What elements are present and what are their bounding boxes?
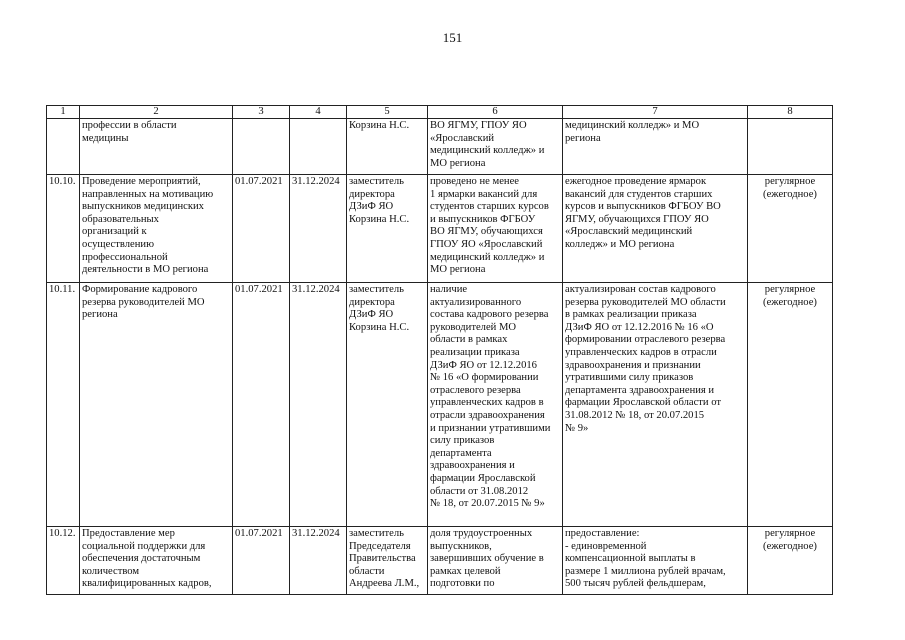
activity-cell: профессии в области медицины (80, 119, 233, 175)
column-header: 1 (47, 106, 80, 119)
start-date-cell (233, 119, 290, 175)
indicator-cell: проведено не менее 1 ярмарки вакансий для студентов старших курсов и выпускников ФГБОУ ВО ЯГМУ, обучающихся ГПОУ ЯО «Ярославский медицинский колледж» и МО региона (428, 175, 563, 283)
end-date-cell: 31.12.2024 (290, 175, 347, 283)
indicator-cell: доля трудоустроенных выпускников, завершивших обучение в рамках целевой подготовки по (428, 527, 563, 595)
row-number-cell (47, 119, 80, 175)
column-header: 3 (233, 106, 290, 119)
responsible-cell: заместитель директора ДЗиФ ЯО Корзина Н.С. (347, 283, 428, 527)
column-header: 6 (428, 106, 563, 119)
responsible-cell: заместитель Председателя Правительства области Андреева Л.М., (347, 527, 428, 595)
result-cell: предоставление: - единовременной компенсационной выплаты в размере 1 миллиона рублей врачам, 500 тысяч рублей фельдшерам, (563, 527, 748, 595)
header-row (47, 106, 833, 119)
column-header: 8 (748, 106, 833, 119)
result-cell: актуализирован состав кадрового резерва руководителей МО области в рамках реализации приказа ДЗиФ ЯО от 12.12.2016 № 16 «О формировании отраслевого резерва управленческих кадров в отрасли здравоохранения и признании утратившими силу приказов департамента здравоохранения и фармации Ярославской области от 31.08.2012 № 18, от 20.07.2015 № 9» (563, 283, 748, 527)
indicator-cell: наличие актуализированного состава кадрового резерва руководителей МО области в рамках реализации приказа ДЗиФ ЯО от 12.12.2016 № 16 «О формировании отраслевого резерва управленческих кадров в отрасли здравоохранения и признании утратившими силу приказов департамента здравоохранения и фармации Ярославской области от 31.08.2012 № 18, от 20.07.2015 № 9» (428, 283, 563, 527)
row-number-cell: 10.11. (47, 283, 80, 527)
indicator-cell: ВО ЯГМУ, ГПОУ ЯО «Ярославский медицинский колледж» и МО региона (428, 119, 563, 175)
table-row (47, 119, 833, 175)
end-date-cell: 31.12.2024 (290, 283, 347, 527)
periodicity-cell: регулярное (ежегодное) (748, 175, 833, 283)
periodicity-cell: регулярное (ежегодное) (748, 283, 833, 527)
table-row (47, 175, 833, 283)
start-date-cell: 01.07.2021 (233, 283, 290, 527)
responsible-cell: заместитель директора ДЗиФ ЯО Корзина Н.С. (347, 175, 428, 283)
row-number-cell: 10.12. (47, 527, 80, 595)
column-header: 2 (80, 106, 233, 119)
document-table (46, 105, 833, 595)
row-number-cell: 10.10. (47, 175, 80, 283)
page-number: 151 (442, 30, 463, 45)
activity-cell: Предоставление мер социальной поддержки для обеспечения достаточным количеством квалифицированных кадров, (80, 527, 233, 595)
end-date-cell: 31.12.2024 (290, 527, 347, 595)
result-cell: медицинский колледж» и МО региона (563, 119, 748, 175)
column-header: 7 (563, 106, 748, 119)
periodicity-cell (748, 119, 833, 175)
column-header: 5 (347, 106, 428, 119)
responsible-cell: Корзина Н.С. (347, 119, 428, 175)
start-date-cell: 01.07.2021 (233, 175, 290, 283)
end-date-cell (290, 119, 347, 175)
column-header: 4 (290, 106, 347, 119)
activity-cell: Проведение мероприятий, направленных на мотивацию выпускников медицинских образовательных организаций к осуществлению профессиональной деятельности в МО региона (80, 175, 233, 283)
activity-cell: Формирование кадрового резерва руководителей МО региона (80, 283, 233, 527)
start-date-cell: 01.07.2021 (233, 527, 290, 595)
result-cell: ежегодное проведение ярмарок вакансий для студентов старших курсов и выпускников ФГБОУ ВО ЯГМУ, обучающихся ГПОУ ЯО «Ярославский медицинский колледж» и МО региона (563, 175, 748, 283)
periodicity-cell: регулярное (ежегодное) (748, 527, 833, 595)
table-row (47, 527, 833, 595)
table-row (47, 283, 833, 527)
